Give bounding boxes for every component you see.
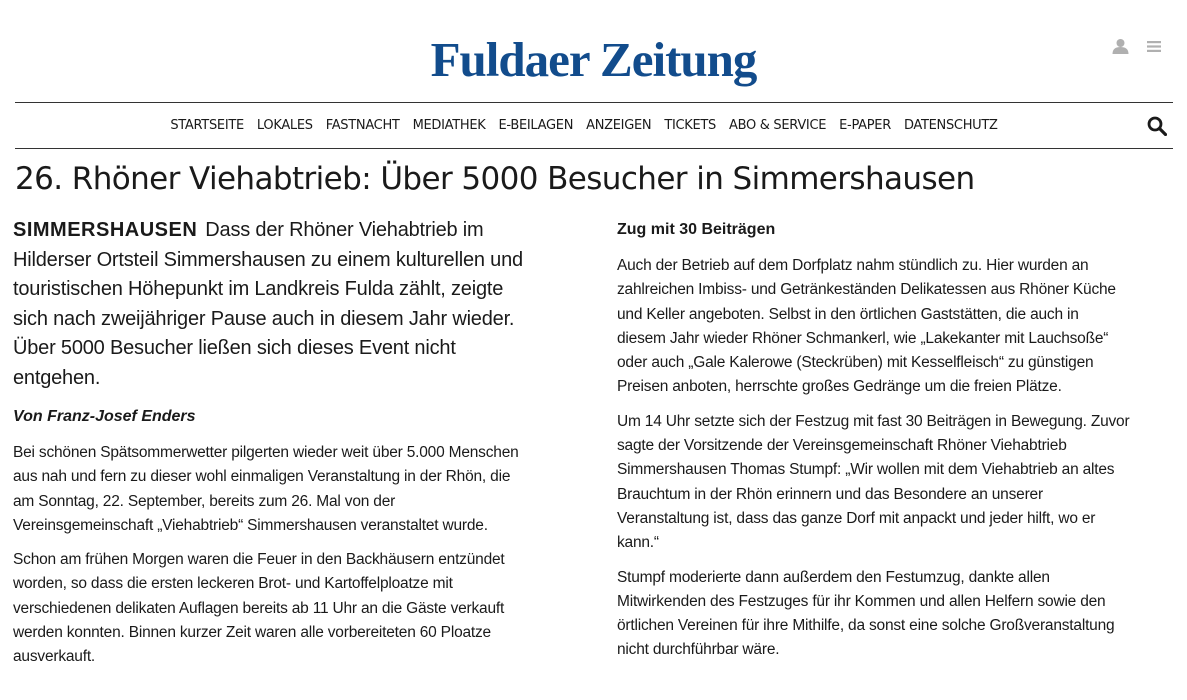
article-right-column (617, 216, 1131, 673)
article-paragraph: Stumpf moderierte dann außerdem den Festumzug, dankte allen Mitwirkenden des Festzuges für ihr Kommen und allen Helfern sowie den örtlichen Vereinen für ihre Mithilfe, da sonst eine solche Großveranstaltung nicht durchführbar wäre. (617, 568, 1115, 659)
article-lead-text: Dass der Rhöner Viehabtrieb im Hilderser Ortsteil Simmershausen zu einem kulturellen und touristischen Höhepunkt im Landkreis Fulda zählt, zeigte sich nach zweijähriger Pause auch in diesem Jahr wieder. Über 5000 Besucher ließen sich dieses Event nicht entgehen. (13, 219, 523, 389)
nav-item-datenschutz[interactable]: DATENSCHUTZ (903, 118, 998, 133)
nav-item-e-paper[interactable]: E-PAPER (839, 118, 891, 133)
nav-item-startseite[interactable]: STARTSEITE (170, 118, 244, 133)
main-nav (15, 103, 1173, 148)
nav-bottom-divider (15, 148, 1173, 149)
nav-items (15, 103, 1173, 148)
article-paragraph: Schon am frühen Morgen waren die Feuer in den Backhäusern entzündet worden, so dass die ersten leckeren Brot- und Kartoffelploatze mit verschiedenen delikaten Auflagen bereits ab 11 Uhr an die Gäste verkauft werden konnten. Binnen kurzer Zeit waren alle vorbereiteten 60 Ploatze ausverkauft. (13, 551, 505, 666)
article-paragraph: Bei schönen Spätsommerwetter pilgerten wieder weit über 5.000 Menschen aus nah und fern zu dieser wohl einmaligen Veranstaltung in der Rhön, die am Sonntag, 22. September, bereits zum 26. Mal von der Vereinsgemeinschaft „Viehabtrieb“ Simmershausen veranstaltet wurde. (13, 444, 519, 534)
article-paragraph: Auch der Betrieb auf dem Dorfplatz nahm stündlich zu. Hier wurden an zahlreichen Imbiss- und Getränkeständen Delikatessen aus Rhöner Küche und Keller angeboten. Selbst in den örtlichen Gaststätten, die auch in diesem Jahr wieder Rhöner Schmankerl, wie „Lakekanter mit Lauchsoße“ oder auch „Gale Kalerowe (Steckrüben) mit Kesselfleisch“ zu günstigen Preisen anboten, herrschte großes Gedränge um die freien Plätze. (617, 257, 1116, 396)
article-lead (13, 216, 523, 393)
article-paragraph: Um 14 Uhr setzte sich der Festzug mit fast 30 Beiträgen in Bewegung. Zuvor sagte der Vorsitzende der Vereinsgemeinschaft Rhöner Viehabtrieb Simmershausen Thomas Stumpf: „Wir wollen mit dem Viehabtrieb an altes Brauchtum in der Rhön erinnern und das Besondere an unserer Veranstaltung ist, dass das ganze Dorf mit anpackt und jeder hilft, wo er kann.“ (617, 412, 1130, 552)
article-title: 26. Rhöner Viehabtrieb: Über 5000 Besucher in Simmershausen (15, 161, 975, 197)
site-header (0, 0, 1187, 102)
menu-icon[interactable] (1147, 40, 1161, 58)
article-left-column (13, 216, 523, 680)
site-logo[interactable]: Fuldaer Zeitung (430, 32, 757, 87)
nav-item-anzeigen[interactable]: ANZEIGEN (586, 118, 652, 133)
nav-item-tickets[interactable]: TICKETS (664, 118, 717, 133)
nav-item-lokales[interactable]: LOKALES (256, 118, 313, 133)
nav-item-abo-service[interactable]: ABO & SERVICE (729, 118, 827, 133)
nav-item-mediathek[interactable]: MEDIATHEK (412, 118, 486, 133)
article-author: Von Franz-Josef Enders (13, 408, 196, 425)
header-icons (1112, 38, 1161, 59)
nav-item-e-beilagen[interactable]: E-BEILAGEN (498, 118, 574, 133)
user-icon[interactable] (1112, 38, 1129, 59)
nav-item-fastnacht[interactable]: FASTNACHT (325, 118, 400, 133)
article-dateline: SIMMERSHAUSEN (13, 219, 198, 241)
article-subhead: Zug mit 30 Beiträgen (617, 221, 776, 238)
search-icon[interactable] (1147, 116, 1167, 141)
